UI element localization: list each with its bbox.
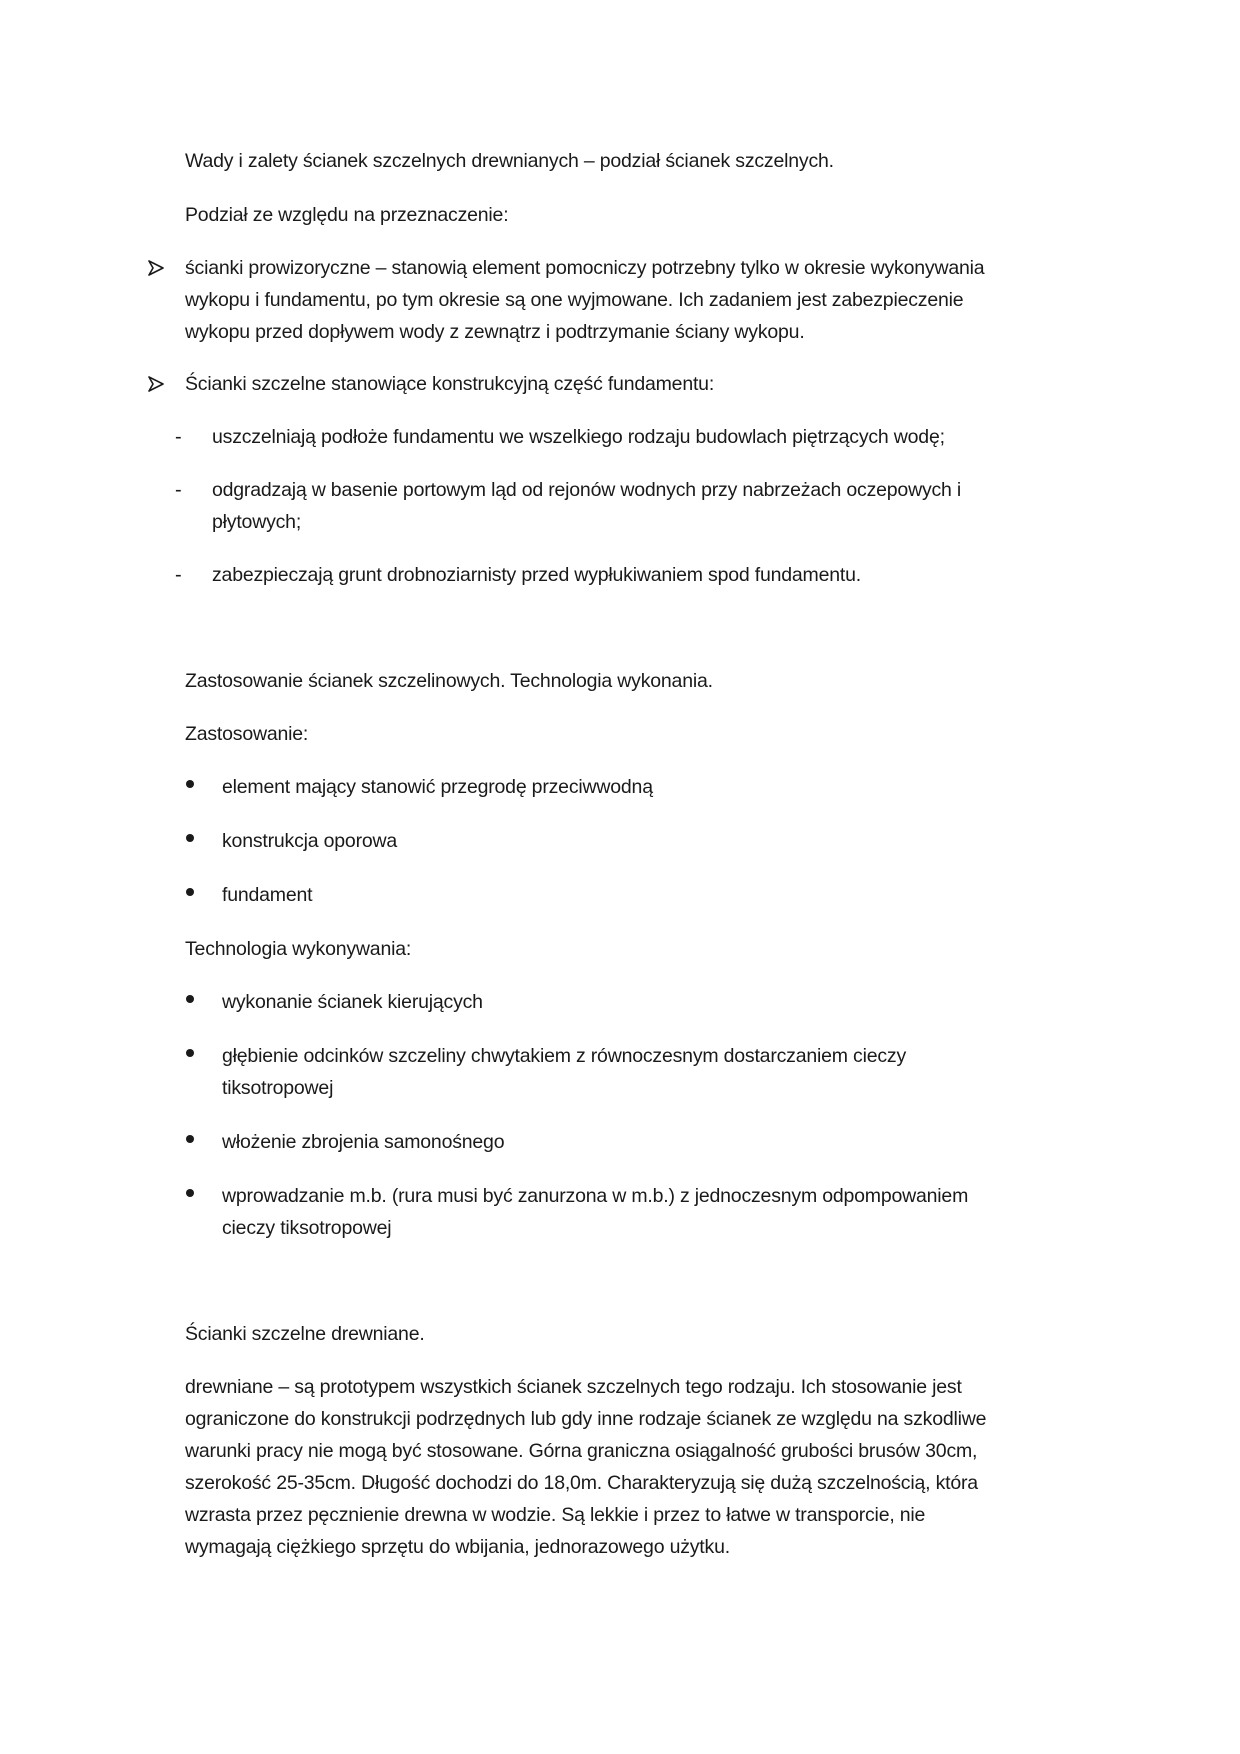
bullet-dot-icon — [186, 888, 194, 896]
dash-marker: - — [175, 479, 182, 501]
arrow-item-line: ścianki prowizoryczne – stanowią element pomocniczy potrzebny tylko w okresie wykonywania — [185, 257, 985, 279]
paragraph-line: warunki pracy nie mogą być stosowane. Górna graniczna osiągalność grubości brusów 30cm, — [185, 1440, 978, 1462]
bullet-dot-icon — [186, 1049, 194, 1057]
bullet-item-line: wykonanie ścianek kierujących — [222, 991, 483, 1013]
bullet-item-line: konstrukcja oporowa — [222, 830, 398, 852]
bullet-dot-icon — [186, 1189, 194, 1197]
bullet-item-line: włożenie zbrojenia samonośnego — [222, 1131, 505, 1153]
section1-subtitle: Podział ze względu na przeznaczenie: — [185, 204, 509, 226]
bullet-dot-icon — [186, 1135, 194, 1143]
paragraph-line: wymagają ciężkiego sprzętu do wbijania, jednorazowego użytku. — [185, 1536, 730, 1558]
paragraph-line: szerokość 25-35cm. Długość dochodzi do 18,0m. Charakteryzują się dużą szczelnością, która — [185, 1472, 978, 1494]
bullet-item-line: element mający stanowić przegrodę przeciwwodną — [222, 776, 653, 798]
bullet-item-line: tiksotropowej — [222, 1077, 334, 1099]
section2-subtitle-applications: Zastosowanie: — [185, 723, 309, 745]
bullet-item-line: cieczy tiksotropowej — [222, 1217, 392, 1239]
section2-subtitle-technology: Technologia wykonywania: — [185, 938, 412, 960]
dash-marker: - — [175, 426, 182, 448]
arrow-item-line: Ścianki szczelne stanowiące konstrukcyjną część fundamentu: — [185, 373, 715, 395]
arrow-item-line: wykopu i fundamentu, po tym okresie są one wyjmowane. Ich zadaniem jest zabezpieczenie — [185, 289, 964, 311]
dash-item-line: odgradzają w basenie portowym ląd od rejonów wodnych przy nabrzeżach oczepowych i — [212, 479, 962, 501]
section1-title: Wady i zalety ścianek szczelnych drewnianych – podział ścianek szczelnych. — [185, 150, 834, 172]
bullet-item-line: fundament — [222, 884, 313, 906]
section2-title: Zastosowanie ścianek szczelinowych. Technologia wykonania. — [185, 670, 713, 692]
bullet-dot-icon — [186, 995, 194, 1003]
arrow-item-line: wykopu przed dopływem wody z zewnątrz i podtrzymanie ściany wykopu. — [185, 321, 805, 343]
arrow-bullet-icon — [148, 376, 164, 392]
arrow-bullet-icon — [148, 260, 164, 276]
bullet-item-line: wprowadzanie m.b. (rura musi być zanurzona w m.b.) z jednoczesnym odpompowaniem — [222, 1185, 969, 1207]
dash-item-line: zabezpieczają grunt drobnoziarnisty przed wypłukiwaniem spod fundamentu. — [212, 564, 861, 586]
bullet-dot-icon — [186, 780, 194, 788]
paragraph-line: drewniane – są prototypem wszystkich ścianek szczelnych tego rodzaju. Ich stosowanie jest — [185, 1376, 962, 1398]
dash-item-line: płytowych; — [212, 511, 302, 533]
dash-marker: - — [175, 564, 182, 586]
paragraph-line: ograniczone do konstrukcji podrzędnych lub gdy inne rodzaje ścianek ze względu na szkodliwe — [185, 1408, 987, 1430]
bullet-item-line: głębienie odcinków szczeliny chwytakiem z równoczesnym dostarczaniem cieczy — [222, 1045, 907, 1067]
dash-item-line: uszczelniają podłoże fundamentu we wszelkiego rodzaju budowlach piętrzących wodę; — [212, 426, 945, 448]
paragraph-line: wzrasta przez pęcznienie drewna w wodzie. Są lekkie i przez to łatwe w transporcie, nie — [185, 1504, 926, 1526]
bullet-dot-icon — [186, 834, 194, 842]
section3-title: Ścianki szczelne drewniane. — [185, 1323, 425, 1345]
